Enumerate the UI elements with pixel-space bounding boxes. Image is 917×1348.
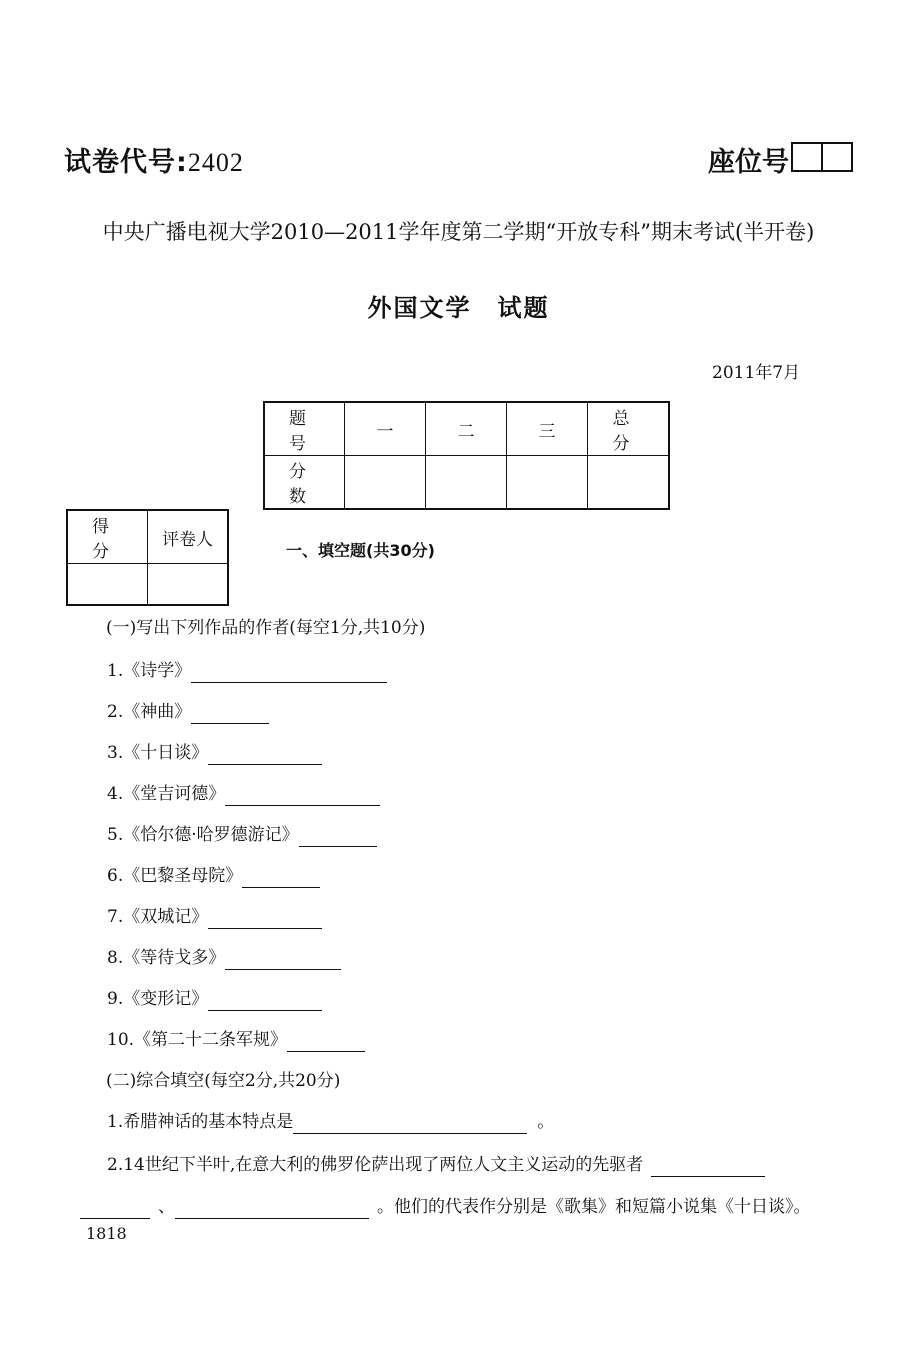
answer-blank[interactable] bbox=[175, 1200, 369, 1219]
question-item: 1.《诗学》 bbox=[107, 656, 387, 681]
answer-blank[interactable] bbox=[225, 951, 341, 970]
paper-code bbox=[64, 140, 244, 179]
score-cell[interactable] bbox=[426, 456, 507, 510]
grader-table bbox=[66, 509, 229, 606]
exam-date: 2011年7月 bbox=[712, 363, 801, 383]
seat-boxes[interactable] bbox=[791, 142, 853, 172]
answer-blank[interactable] bbox=[293, 1115, 527, 1134]
part1-heading: (一)写出下列作品的作者(每空1分,共10分) bbox=[106, 618, 426, 638]
score-table-cell: 一 bbox=[345, 402, 426, 456]
score-table-cell: 三 bbox=[507, 402, 588, 456]
university-line: 中央广播电视大学2010—2011学年度第二学期“开放专科”期末考试(半开卷) bbox=[102, 220, 815, 244]
question-item: 7.《双城记》 bbox=[107, 902, 322, 927]
answer-blank[interactable] bbox=[287, 1033, 365, 1052]
score-table bbox=[263, 401, 675, 510]
question-item-continued: 、 。他们的代表作分别是《歌集》和短篇小说集《十日谈》。 bbox=[80, 1192, 811, 1217]
question-item: 5.《恰尔德·哈罗德游记》 bbox=[107, 820, 377, 845]
paper-code-value: 2402 bbox=[187, 148, 244, 177]
paper-code-label: 试卷代号: bbox=[64, 147, 188, 178]
grader-table-header-row bbox=[67, 510, 228, 564]
score-table-cell: 分 数 bbox=[264, 456, 345, 510]
grader-name-cell[interactable] bbox=[148, 564, 229, 606]
question-item: 1.希腊神话的基本特点是 。 bbox=[107, 1112, 555, 1132]
answer-blank[interactable] bbox=[225, 787, 380, 806]
page-number: 1818 bbox=[86, 1224, 127, 1243]
answer-blank[interactable] bbox=[208, 992, 322, 1011]
exam-title: 外国文学 试题 bbox=[367, 294, 550, 322]
grader-table-cell: 评卷人 bbox=[148, 510, 229, 564]
score-cell[interactable] bbox=[507, 456, 588, 510]
question-item: 6.《巴黎圣母院》 bbox=[107, 861, 320, 886]
score-table-cell: 总 分 bbox=[588, 402, 670, 456]
question-item: 2.14世纪下半叶,在意大利的佛罗伦萨出现了两位人文主义运动的先驱者 bbox=[107, 1150, 765, 1175]
score-cell[interactable] bbox=[345, 456, 426, 510]
seat-box[interactable] bbox=[793, 144, 821, 170]
grader-table-cell: 得 分 bbox=[67, 510, 148, 564]
score-cell[interactable] bbox=[588, 456, 670, 510]
score-table-score-row bbox=[264, 456, 669, 510]
answer-blank[interactable] bbox=[191, 705, 269, 724]
answer-blank[interactable] bbox=[80, 1200, 150, 1219]
seat-number bbox=[708, 140, 853, 179]
answer-blank[interactable] bbox=[299, 828, 377, 847]
answer-blank[interactable] bbox=[651, 1158, 765, 1177]
section-title: 一、填空题(共30分) bbox=[286, 541, 435, 560]
question-item: 4.《堂吉诃德》 bbox=[107, 779, 380, 804]
score-table-cell: 二 bbox=[426, 402, 507, 456]
seat-label: 座位号 bbox=[708, 147, 789, 178]
grader-score-cell[interactable] bbox=[67, 564, 148, 606]
part2-heading: (二)综合填空(每空2分,共20分) bbox=[106, 1071, 341, 1091]
score-table-header-row bbox=[264, 402, 669, 456]
answer-blank[interactable] bbox=[242, 869, 320, 888]
question-item: 10.《第二十二条军规》 bbox=[107, 1025, 365, 1050]
score-table-cell: 题 号 bbox=[264, 402, 345, 456]
question-item: 9.《变形记》 bbox=[107, 984, 322, 1009]
grader-table-row bbox=[67, 564, 228, 606]
answer-blank[interactable] bbox=[191, 664, 387, 683]
question-item: 8.《等待戈多》 bbox=[107, 943, 341, 968]
question-item: 3.《十日谈》 bbox=[107, 738, 322, 763]
question-item: 2.《神曲》 bbox=[107, 697, 269, 722]
answer-blank[interactable] bbox=[208, 746, 322, 765]
seat-box[interactable] bbox=[821, 144, 851, 170]
answer-blank[interactable] bbox=[208, 910, 322, 929]
